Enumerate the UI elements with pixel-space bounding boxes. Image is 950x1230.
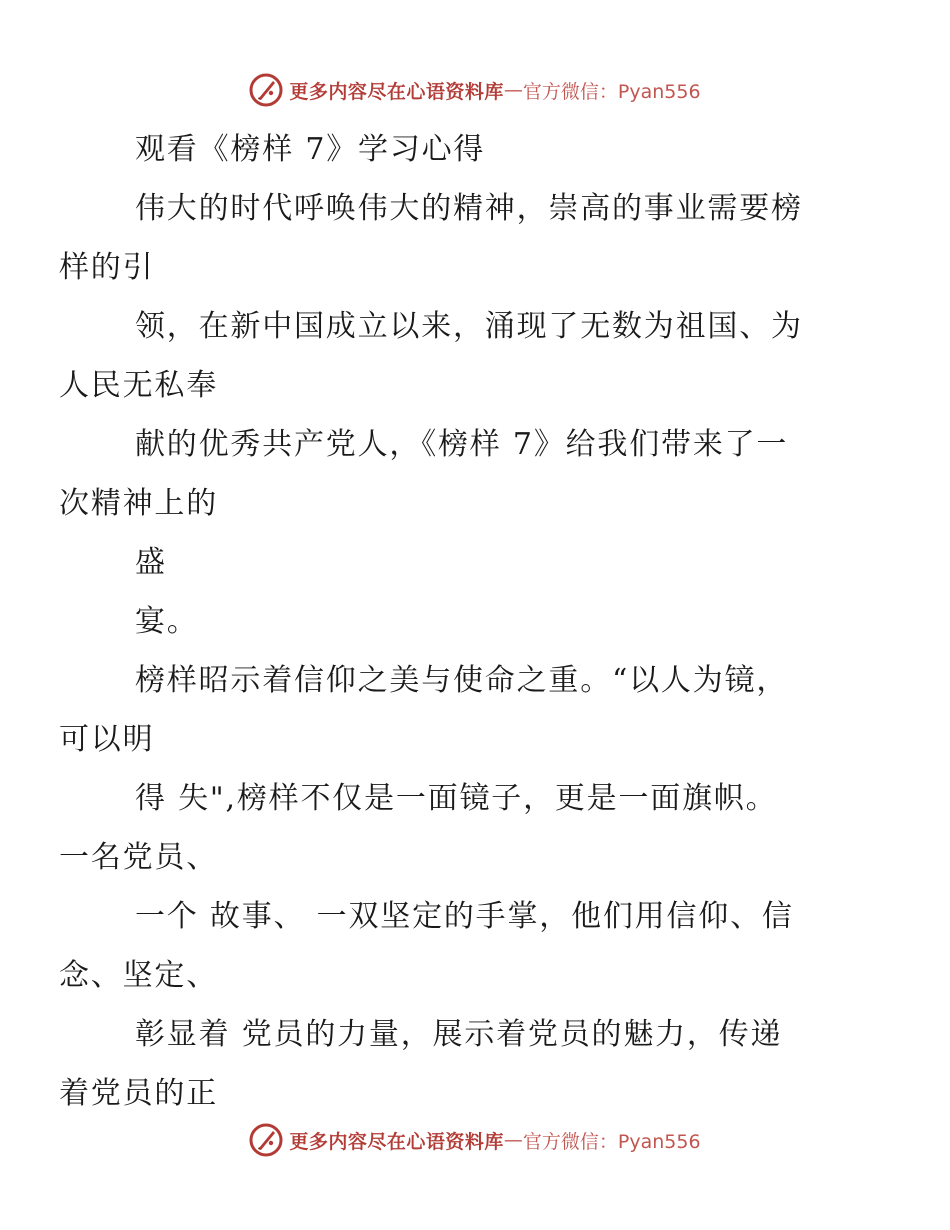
text-line: 盛: [135, 545, 167, 580]
text-line: 观看《榜样 7》学习心得: [135, 132, 486, 167]
watermark-separator: —: [503, 1129, 523, 1151]
text-line: 彰显着 党员的力量，展示着党员的魅力，传递: [135, 1017, 783, 1052]
text-line: 着党员的正: [59, 1076, 218, 1111]
watermark-wechat-text: 官方微信：Pyan556: [522, 80, 701, 103]
text-line: 念、坚定、: [59, 958, 218, 993]
text-line: 伟大的时代呼唤伟大的精神，崇高的事业需要榜: [135, 191, 803, 226]
text-line: 领，在新中国成立以来，涌现了无数为祖国、为: [135, 309, 803, 344]
text-line: 一个 故事、 一双坚定的手掌，他们用信仰、信: [135, 899, 794, 934]
text-line: 次精神上的: [59, 486, 218, 521]
watermark-separator: —: [503, 79, 523, 101]
text-line: 榜样昭示着信仰之美与使命之重。“以人为镜，: [135, 663, 789, 698]
text-line: 宴。: [135, 604, 199, 639]
watermark-brand-text: 更多内容尽在心语资料库: [289, 1130, 504, 1153]
document-text: [59, 120, 857, 1123]
footer-watermark: [0, 1118, 950, 1162]
quill-pen-logo-icon: [249, 73, 283, 107]
document-body: [59, 120, 857, 1123]
text-line: 献的优秀共产党人，《榜样 7》给我们带来了一: [135, 427, 789, 462]
text-line: 人民无私奉: [59, 368, 218, 403]
watermark-wechat-text: 官方微信：Pyan556: [522, 1130, 701, 1153]
text-line: 样的引: [59, 250, 155, 285]
quill-pen-logo-icon: [249, 1123, 283, 1157]
text-line: 一名党员、: [59, 840, 218, 875]
header-watermark: [0, 68, 950, 112]
text-line: 得 失",榜样不仅是一面镜子，更是一面旗帜。: [135, 781, 778, 816]
text-line: 可以明: [59, 722, 155, 757]
watermark-brand-text: 更多内容尽在心语资料库: [289, 80, 504, 103]
